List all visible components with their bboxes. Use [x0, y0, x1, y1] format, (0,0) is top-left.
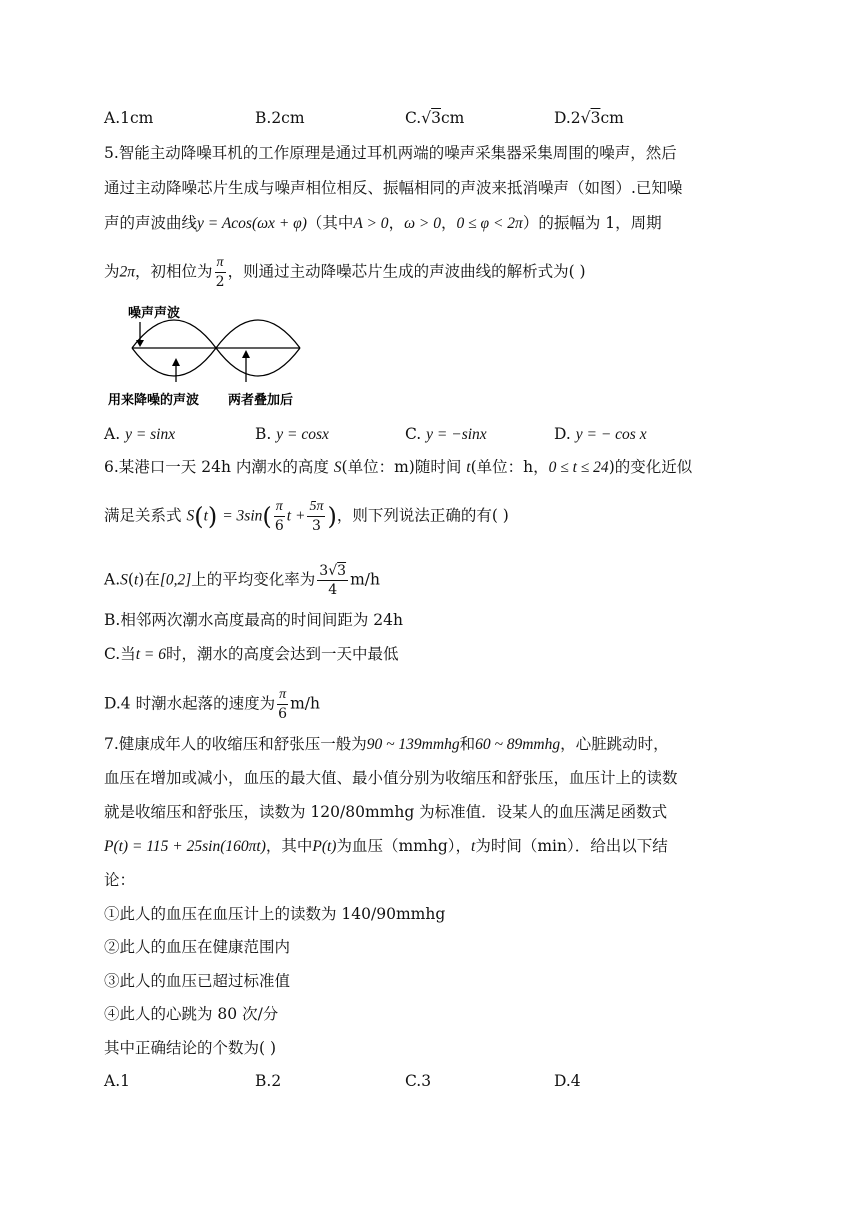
q5-line-1: 5.智能主动降噪耳机的工作原理是通过耳机两端的噪声采集器采集周围的噪声，然后 — [104, 144, 677, 162]
sum-arrowhead — [242, 350, 250, 358]
cancel-arrowhead — [172, 358, 180, 366]
q6-option-b: B.相邻两次潮水高度最高的时间间距为 24h — [104, 611, 403, 629]
q4-option-c: C.√3cm — [405, 109, 465, 127]
q5-option-b: B. y = cosx — [255, 425, 329, 443]
q7-line-4: P(t) = 115 + 25sin(160πt)，其中P(t)为血压（mmhg），t为时间（min）．给出以下结 — [104, 837, 668, 855]
q5-line-3: 声的声波曲线y = Acos(ωx + φ)（其中A > 0，ω > 0，0 ≤ φ < 2π）的振幅为 1，周期 — [104, 214, 662, 232]
q7-line-2: 血压在增加或减小，血压的最大值、最小值分别为收缩压和舒张压，血压计上的读数 — [104, 769, 678, 787]
q5-line-2: 通过主动降噪芯片生成与噪声相位相反、振幅相同的声波来抵消噪声（如图）.已知噪 — [104, 179, 683, 197]
q7-item-3: ③此人的血压已超过标准值 — [104, 972, 291, 990]
figure-label-cancel: 用来降噪的声波 — [108, 393, 200, 408]
q5-options — [0, 424, 860, 446]
q7-line-5: 论： — [104, 871, 136, 889]
q7-question: 其中正确结论的个数为( ) — [104, 1039, 277, 1057]
q7-line-1: 7.健康成年人的收缩压和舒张压一般为90 ~ 139mmhg和60 ~ 89mmhg，心脏跳动时， — [104, 735, 669, 753]
q7-item-4: ④此人的心跳为 80 次/分 — [104, 1005, 279, 1023]
q4-option-a: A.1cm — [104, 109, 154, 127]
figure-label-sum: 两者叠加后 — [228, 393, 294, 408]
q4-option-d: D.2√3cm — [554, 109, 624, 127]
q5-wave-figure — [104, 300, 314, 415]
q7-option-a: A.1 — [104, 1072, 130, 1090]
q7-options — [0, 1071, 860, 1093]
q5-option-a: A. y = sinx — [104, 425, 176, 443]
q5-option-d: D. y = − cos x — [554, 425, 647, 443]
q6-option-c: C.当t = 6时，潮水的高度会达到一天中最低 — [104, 645, 399, 663]
q5-phase-fraction: $\frac{\pi}{2}$ — [215, 255, 225, 290]
q7-item-1: ①此人的血压在血压计上的读数为 140/90mmhg — [104, 905, 446, 923]
q7-option-c: C.3 — [405, 1072, 432, 1090]
q5-wave-formula: y = Acos(ωx + φ) — [197, 215, 307, 232]
q5-option-c: C. y = −sinx — [405, 425, 487, 443]
q6-line-1: 6.某港口一天 24h 内潮水的高度 S(单位：m)随时间 t(单位：h，0 ≤ t ≤ 24)的变化近似 — [104, 458, 693, 476]
q7-option-d: D.4 — [554, 1072, 581, 1090]
q6-option-a: A.S(t)在[0,2]上的平均变化率为 $\frac{3√3}{4}$ m/h — [104, 563, 380, 598]
figure-label-noise: 噪声声波 — [128, 306, 181, 321]
q6-line-2: 满足关系式 S(t) = 3sin( $\frac{\pi}{6}$ t + $\frac{5\pi}{3}$ )，则下列说法正确的有( ) — [104, 499, 509, 534]
q7-item-2: ②此人的血压在健康范围内 — [104, 938, 291, 956]
q4-options — [0, 108, 860, 130]
q4-option-b: B.2cm — [255, 109, 305, 127]
q7-option-b: B.2 — [255, 1072, 282, 1090]
q5-line-4: 为2π，初相位为 $\frac{\pi}{2}$ ，则通过主动降噪芯片生成的声波曲线的解析式为( ) — [104, 255, 586, 290]
q6-option-d: D.4 时潮水起落的速度为 $\frac{\pi}{6}$ m/h — [104, 687, 321, 722]
q7-line-3: 就是收缩压和舒张压，读数为 120/80mmhg 为标准值．设某人的血压满足函数式 — [104, 803, 668, 821]
